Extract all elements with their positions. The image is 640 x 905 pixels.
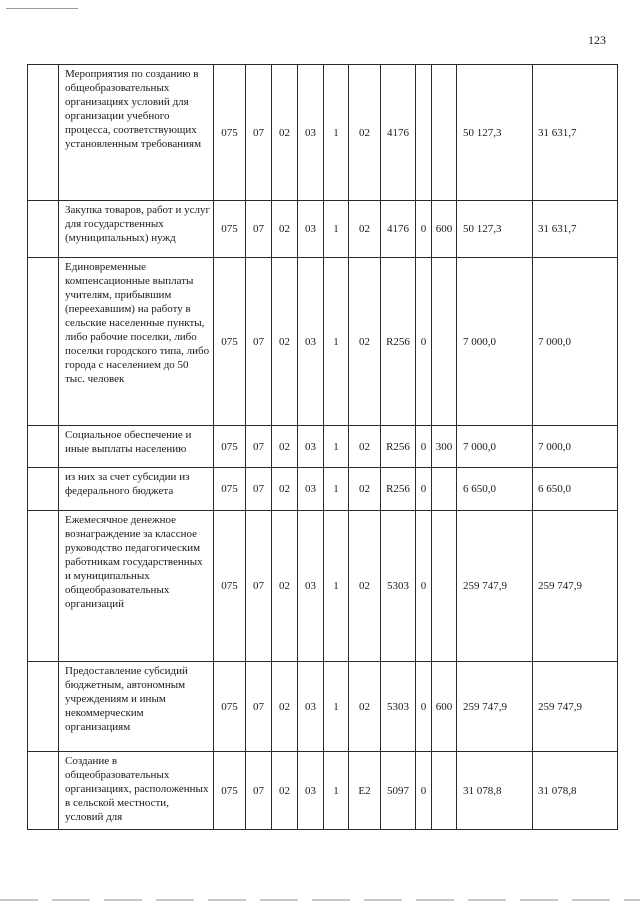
direction-code: 4176: [381, 201, 416, 258]
amount-year-1: 50 127,3: [457, 201, 533, 258]
expense-type-code: [432, 468, 457, 511]
blank-cell: [28, 65, 59, 201]
subprogram-code: 1: [324, 468, 349, 511]
expense-type-code: 600: [432, 662, 457, 752]
amount-year-1: 259 747,9: [457, 662, 533, 752]
blank-cell: [28, 258, 59, 426]
direction-code: 4176: [381, 65, 416, 201]
row-name: Создание в общеобразовательных организациях, расположенных в сельской местности, условий для: [59, 752, 214, 830]
suffix-code: 0: [416, 752, 432, 830]
ministry-code: 075: [214, 65, 246, 201]
event-code: 02: [349, 65, 381, 201]
subprogram-code: 1: [324, 65, 349, 201]
blank-cell: [28, 201, 59, 258]
section-code: 07: [246, 65, 272, 201]
amount-year-2: 259 747,9: [533, 662, 618, 752]
row-name: Предоставление субсидий бюджетным, автономным учреждениям и иным некоммерческим организациям: [59, 662, 214, 752]
direction-code: 5303: [381, 662, 416, 752]
row-name: Закупка товаров, работ и услуг для государственных (муниципальных) нужд: [59, 201, 214, 258]
program-code: 03: [298, 258, 324, 426]
subprogram-code: 1: [324, 662, 349, 752]
event-code: E2: [349, 752, 381, 830]
ministry-code: 075: [214, 426, 246, 468]
subsection-code: 02: [272, 752, 298, 830]
suffix-code: 0: [416, 201, 432, 258]
expense-type-code: [432, 65, 457, 201]
amount-year-2: 31 631,7: [533, 201, 618, 258]
program-code: 03: [298, 662, 324, 752]
ministry-code: 075: [214, 258, 246, 426]
direction-code: R256: [381, 258, 416, 426]
direction-code: R256: [381, 426, 416, 468]
amount-year-2: 31 631,7: [533, 65, 618, 201]
direction-code: 5303: [381, 511, 416, 662]
table-row: [28, 468, 618, 511]
program-code: 03: [298, 426, 324, 468]
subprogram-code: 1: [324, 201, 349, 258]
expense-type-code: 600: [432, 201, 457, 258]
subsection-code: 02: [272, 65, 298, 201]
blank-cell: [28, 511, 59, 662]
amount-year-1: 31 078,8: [457, 752, 533, 830]
suffix-code: 0: [416, 511, 432, 662]
section-code: 07: [246, 511, 272, 662]
table-body: [28, 65, 618, 830]
section-code: 07: [246, 426, 272, 468]
suffix-code: [416, 65, 432, 201]
table-row: [28, 752, 618, 830]
program-code: 03: [298, 65, 324, 201]
amount-year-1: 6 650,0: [457, 468, 533, 511]
direction-code: R256: [381, 468, 416, 511]
row-name: из них за счет субсидии из федерального бюджета: [59, 468, 214, 511]
scan-mark-bottom: [0, 899, 640, 901]
section-code: 07: [246, 258, 272, 426]
row-name: Социальное обеспечение и иные выплаты населению: [59, 426, 214, 468]
event-code: 02: [349, 511, 381, 662]
suffix-code: 0: [416, 426, 432, 468]
amount-year-2: 6 650,0: [533, 468, 618, 511]
subprogram-code: 1: [324, 511, 349, 662]
amount-year-2: 31 078,8: [533, 752, 618, 830]
suffix-code: 0: [416, 258, 432, 426]
scan-mark-top: [6, 8, 78, 9]
table-row: [28, 511, 618, 662]
program-code: 03: [298, 201, 324, 258]
table-row: [28, 65, 618, 201]
event-code: 02: [349, 201, 381, 258]
subprogram-code: 1: [324, 258, 349, 426]
row-name: Единовременные компенсационные выплаты учителям, прибывшим (переехавшим) на работу в сельские населенные пункты, либо рабочие поселки, либо поселки городского типа, либо города с населением до 50 тыс. человек: [59, 258, 214, 426]
section-code: 07: [246, 662, 272, 752]
section-code: 07: [246, 201, 272, 258]
subsection-code: 02: [272, 258, 298, 426]
subsection-code: 02: [272, 426, 298, 468]
amount-year-1: 7 000,0: [457, 426, 533, 468]
amount-year-2: 7 000,0: [533, 258, 618, 426]
program-code: 03: [298, 752, 324, 830]
row-name: Мероприятия по созданию в общеобразовательных организациях условий для организации учебного процесса, соответствующих установленным требованиям: [59, 65, 214, 201]
table-row: [28, 662, 618, 752]
amount-year-1: 50 127,3: [457, 65, 533, 201]
subprogram-code: 1: [324, 752, 349, 830]
program-code: 03: [298, 468, 324, 511]
section-code: 07: [246, 752, 272, 830]
subsection-code: 02: [272, 511, 298, 662]
event-code: 02: [349, 662, 381, 752]
event-code: 02: [349, 468, 381, 511]
subprogram-code: 1: [324, 426, 349, 468]
amount-year-1: 7 000,0: [457, 258, 533, 426]
subsection-code: 02: [272, 201, 298, 258]
blank-cell: [28, 752, 59, 830]
subsection-code: 02: [272, 468, 298, 511]
table-row: [28, 258, 618, 426]
expense-type-code: [432, 752, 457, 830]
page-number: 123: [588, 33, 606, 47]
direction-code: 5097: [381, 752, 416, 830]
blank-cell: [28, 468, 59, 511]
table-row: [28, 201, 618, 258]
ministry-code: 075: [214, 468, 246, 511]
amount-year-2: 259 747,9: [533, 511, 618, 662]
amount-year-1: 259 747,9: [457, 511, 533, 662]
expense-type-code: [432, 258, 457, 426]
program-code: 03: [298, 511, 324, 662]
amount-year-2: 7 000,0: [533, 426, 618, 468]
expense-type-code: [432, 511, 457, 662]
section-code: 07: [246, 468, 272, 511]
expense-type-code: 300: [432, 426, 457, 468]
table-row: [28, 426, 618, 468]
ministry-code: 075: [214, 662, 246, 752]
event-code: 02: [349, 426, 381, 468]
budget-table: [27, 64, 618, 830]
event-code: 02: [349, 258, 381, 426]
ministry-code: 075: [214, 511, 246, 662]
ministry-code: 075: [214, 752, 246, 830]
blank-cell: [28, 662, 59, 752]
blank-cell: [28, 426, 59, 468]
suffix-code: 0: [416, 468, 432, 511]
row-name: Ежемесячное денежное вознаграждение за классное руководство педагогическим работникам государственных и муниципальных общеобразовательных организаций: [59, 511, 214, 662]
ministry-code: 075: [214, 201, 246, 258]
subsection-code: 02: [272, 662, 298, 752]
suffix-code: 0: [416, 662, 432, 752]
